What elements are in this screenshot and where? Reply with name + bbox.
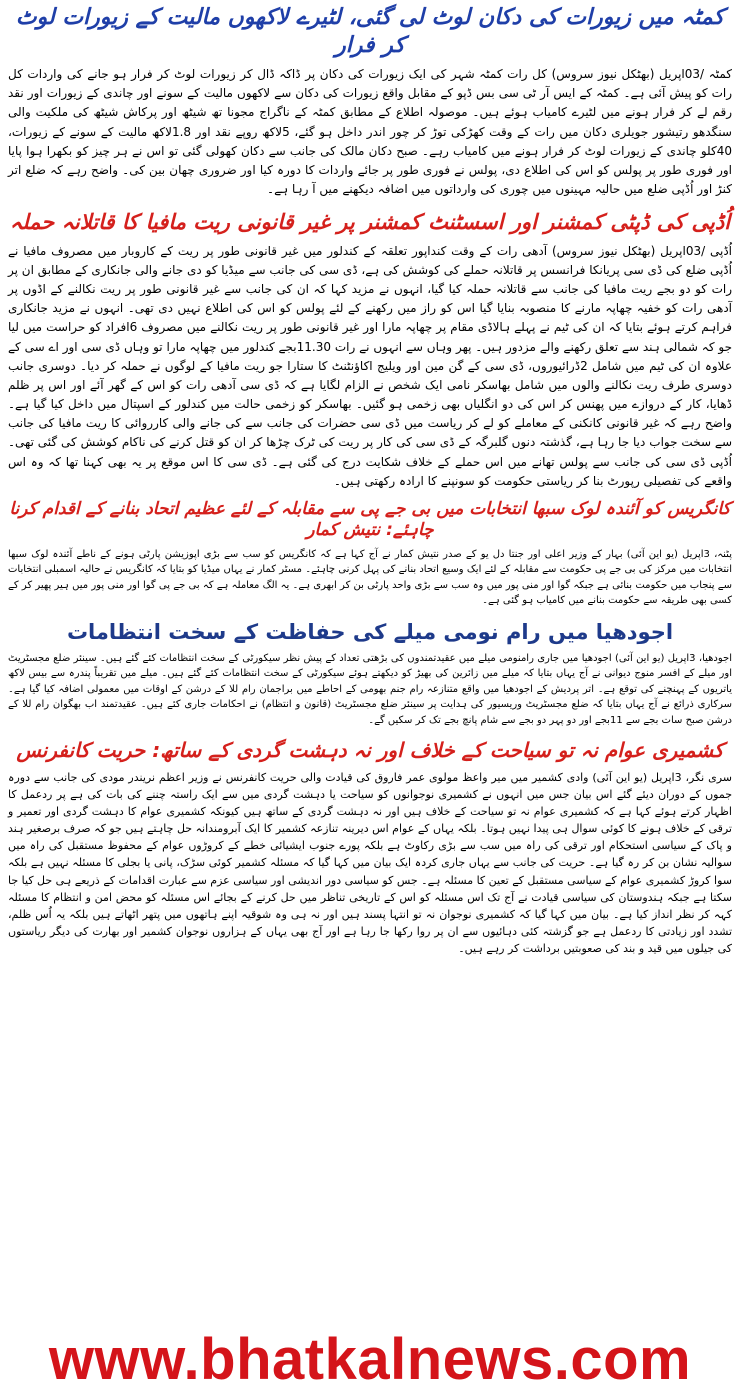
article-body: کمٹہ /03اپریل (بھٹکل نیوز سروس) کل رات کمٹہ شہر کی ایک زیورات کی دکان پر ڈاکہ ڈال کر زیورات لوٹ کر فرار ہو جانے کی واردات کل رات کو پیش آئی ہے۔ کمٹہ کے ایس آر ٹی سی بس ڈپو کے مقابل واقع زیورات کی دکان سے لاکھوں مالیت کے سونے اور چاندی کے زیورات اور نقد رقم لے کر فرار ہونے میں لٹیرے کامیاب ہوئے ہیں۔ موصولہ اطلاع کے مطابق کمٹہ کے ناگراج مجونا تھ شیٹھ اور پرکاش شیٹھ کی ملکیت والی سنگدھو رتیشور جویلری دکان میں رات کے وقت کھڑکی توڑ کر چور اندر داخل ہو گئے، 5لاکھ روپے نقد اور 1.8لاکھ مالیت کے سونے کے زیورات، 40کلو چاندی کے زیورات لوٹ کر فرار ہونے میں کامیاب رہے۔ صبح دکان مالک کی جانب سے دکان کھولی گئی تو اس نے ہر چیز کو بکھرا ہوا پایا اور فوری طور پر پولس کو اس کی اطلاع دی، پولس نے فوری طور پر جائے واردات کا دورہ کیا اور ضروری چھان بین کی۔ واضح رہے کہ ضلع اتر کنڑ اور اُڈپی ضلع میں حالیہ مہینوں میں چوری کی وارداتوں میں اضافہ دیکھنے میں آ رہا ہے۔ (8, 67, 732, 197)
article-udupi-dc-attack (8, 209, 732, 491)
article-ayodhya-ram-navami (8, 619, 732, 729)
article-body: سری نگر، 3اپریل (یو این آئی) وادی کشمیر میں میر واعظ مولوی عمر فاروق کی قیادت والی حریت کانفرنس نے وزیر اعظم نریندر مودی کی جانب سے دورہ جموں کے دوران دیئے گئے اس بیان جس میں انہوں نے کشمیری نوجوانوں کو سیاحت یا دہشت گردی میں سے ایک راستہ چننے کی بات کی ہے پر ردعمل کا اظہار کرتے ہوئے کہا ہے کہ کشمیری عوام نہ تو سیاحت کے خلاف ہیں اور نہ دہشت گردی کے ساتھ ہیں کیونکہ کشمیری عوام کا دہشت گردی اور تعمیر و ترقی کے خلاف ہونے کا کوئی سوال ہی پیدا نہیں ہوتا۔ بلکہ یہاں کے عوام اس دیرینہ تنازعہ کشمیر کا ایک آبرومندانہ حل چاہتے ہیں جو کہ صرف برصغیر ہند و پاک کے سیاسی استحکام اور ترقی کی راہ میں سب سے بڑی رکاوٹ ہے بلکہ پورے جنوب ایشیائی خطے کے کروڑوں عوام کے محفوظ مستقبل کی راہ میں سوالیہ نشان بن کر رہ گیا ہے۔ حریت کی جانب سے یہاں جاری کردہ ایک بیان میں کہا گیا کہ مسئلہ کشمیر کوئی سڑک، پانی یا بجلی کا مسئلہ نہیں ہے بلکہ سوا کروڑ کشمیری عوام کے سیاسی مستقبل کے تعین کا مسئلہ ہے۔ جس کو سیاسی دور اندیشی اور سیاسی عزم سے عبارت اقدامات کے ذریعے ہی حل کیا جا سکتا ہے جبکہ ہندوستان کی سیاسی قیادت نے آج تک اس مسئلہ کو اس کے تاریخی تناظر میں حل کرنے کے بجائے اس مسئلہ کو محض امن و انتظام کا مسئلہ کہہ کر نظر انداز کیا ہے۔ بیان میں کہا گیا کہ کشمیری نوجوان نہ تو انتہا پسند ہیں اور نہ ہی وہ شوقیہ اپنے ہاتھوں میں پتھر اٹھاتے ہیں بلکہ یہ اُس ظلم، تشدد اور زیادتی کا ردعمل ہے جو گزشتہ کئی دہائیوں سے ان پر روا رکھا جا رہا ہے اور آج بھی یہاں کے ہزاروں نوجوان کشمیر اور بھارت کی دیگر ریاستوں کی جیلوں میں قید و بند کی صعوبتیں برداشت کر رہے ہیں۔ (8, 771, 732, 955)
article-nitish-kumar-congress (8, 499, 732, 609)
site-url-banner: www.bhatkalnews.com (48, 1326, 692, 1392)
article-body: اجودھیا، 3اپریل (یو این آئی) اجودھیا میں جاری رامنومی میلے میں عقیدتمندوں کی بڑھتی تعداد کے پیش نظر سیکورٹی کے سخت انتظامات کئے گئے ہیں۔ سینئر ضلع مجسٹریٹ اور میلے کے افسر منوج دیوانی نے آج یہاں بتایا کہ میلے میں زائرین کی بھیڑ کو دیکھتے ہوئے سیکورٹی کے سخت انتظامات کئے گئے ہیں۔ میلے میں تقریباً پندرہ سے بیس لاکھ یاتریوں کے پہنچنے کی توقع ہے۔ اتر پردیش کے اجودھیا میں واقع متنازعہ رام جنم بھومی کے احاطے میں براجمان رام للا کے درشن کے اوقات میں معمولی اضافہ کیا گیا ہے۔ سرکاری ذرائع نے آج یہاں بتایا کہ ضلع مجسٹریٹ وریسیور کی ہدایت پر سینئر ضلع مجسٹریٹ (قانون و انتظام) نے احکامات جاری کئے ہیں۔ عقیدتمند اب بھگوان رام للا کے درشن صبح سات بجے سے 11بجے اور دو پہر دو بجے سے شام پانچ بجے تک کر سکیں گے۔ (8, 652, 732, 726)
article-hurriyat-kashmir (8, 738, 732, 957)
article-headline: کشمیری عوام نہ تو سیاحت کے خلاف اور نہ دہشت گردی کے ساتھ: حریت کانفرنس (16, 738, 724, 763)
article-headline: کانگریس کو آئندہ لوک سبھا انتخابات میں بی جے پی سے مقابلہ کے لئے عظیم اتحاد بنانے کے اقدام کرنا چاہئے: نتیش کمار (9, 499, 731, 541)
article-headline: اجودھیا میں رام نومی میلے کی حفاظت کے سخت انتظامات (66, 619, 674, 644)
article-headline: کمٹہ میں زیورات کی دکان لوٹ لی گئی، لٹیرے لاکھوں مالیت کے زیورات لوٹ کر فرار (15, 5, 725, 58)
article-body: پٹنہ، 3اپریل (یو این آئی) بہار کے وزیر اعلی اور جنتا دل یو کے صدر نتیش کمار نے آج کہا ہے کہ کانگریس کو سب سے بڑی اپوزیشن پارٹی ہونے کے ناطے آئندہ لوک سبھا انتخابات میں مرکز کی بی جے پی حکومت سے مقابلہ کے لئے ایک وسیع اتحاد بنانے کی پہل کرنی چاہئے۔ مسٹر کمار نے یہاں میڈیا کو بتایا کہ کانگریس نے حالیہ اسمبلی انتخابات سے پنجاب میں حکومت بنائی ہے جبکہ گوا اور منی پور میں وہ سب سے بڑی واحد پارٹی بن کر ابھری ہے۔ یہ الگ معاملہ ہے کہ بی جے پی گوا اور منی پور میں ہیر پھیر کر کے کسی بھی طریقہ سے حکومت بنانے میں کامیاب ہو گئی ہے۔ (8, 548, 732, 606)
article-body: اُڈپی /03اپریل (بھٹکل نیوز سروس) آدھی رات کے وقت کنداپور تعلقہ کے کندلور میں غیر قانونی طور پر ریت کے کاروبار میں مصروف مافیا نے اُڈپی ضلع کی ڈی سی پریانکا فرانسس پر قاتلانہ حملے کی کوشش کی ہے، ڈی سی کی جانب سے میڈیا کو دی جانے والی جانکاری کے مطابق ان پر رات کو دو بجے ریت مافیا کی جانب سے قاتلانہ حملہ کیا گیا، انہوں نے مزید کہا کہ ان کی جانب سے غیر قانونی طور پر ریت نکالنے کے اڈوں پر آدھی رات کو خفیہ چھاپہ مارنے کا منصوبہ بنایا گیا اس کو راز میں رکھنے کے لئے پولس کو اس کی اطلاع نہیں دی تھی۔ انہوں نے مزید جانکاری فراہم کرتے ہوئے بتایا کہ ان کی ٹیم نے پہلے ہالاڈی مقام پر چھاپہ مارا اور غیر قانونی طور پر ریت نکالنے میں مصروف 6افراد کو حراست میں لیا جو کہ شمالی ہند سے تعلق رکھنے والے مزدور ہیں۔ پھر وہاں سے انہوں نے رات 11.30بجے کندلور میں چھاپہ مارا تو وہاں ڈی سی اور اے سی کے علاوہ ان کی ٹیم میں شامل 2ڈرائیوروں، ڈی سی کے گن مین اور ویلیج اکاؤنٹنٹ کا ستارا جو ریت مافیا کے لوگوں نے حملہ کر دیا۔ دوسری جانب دوسری طرف ریت نکالنے والوں میں شامل بھاسکر نامی ایک شخص نے الزام لگایا ہے کہ ڈی سی آدھی رات کو اس کے گھر آئے اور اس پر ظلم ڈھایا، کار کے دروازے میں پھنس کر اس کی دو انگلیاں بھی زخمی ہو گئیں۔ بھاسکر کو زخمی حالت میں کندلور کے اسپتال میں داخل کیا گیا ہے۔ واضح رہے کہ غیر قانونی کانکنی کے معاملے کو لے کر ریاست میں ڈی سی حضرات کی جانب سے کی جانے والی کارروائی کا ریت مافیا کی جانب سے سخت جواب دیا جا رہا ہے، گذشتہ دنوں گلبرگہ کے ڈی سی کی کار پر ریت کی ٹرک چڑھا کر ان کو قتل کرنے کی ناکام کوشش کی گئی تھی۔ اُڈپی ڈی سی کی جانب سے پولس تھانے میں اس حملے کے خلاف شکایت درج کی گئی ہے۔ ڈی سی کا اس موقع پر یہ بھی کہنا تھا کہ وہ اس واقعے کی تفصیلی رپورٹ بنا کر ریاستی حکومت کو سونپنے کا ارادہ رکھتی ہیں۔ (8, 243, 732, 488)
article-headline: اُڈپی کی ڈپٹی کمشنر اور اسسٹنٹ کمشنر پر غیر قانونی ریت مافیا کا قاتلانہ حملہ (9, 210, 731, 235)
article-kumta-jewellery-theft (8, 0, 732, 199)
